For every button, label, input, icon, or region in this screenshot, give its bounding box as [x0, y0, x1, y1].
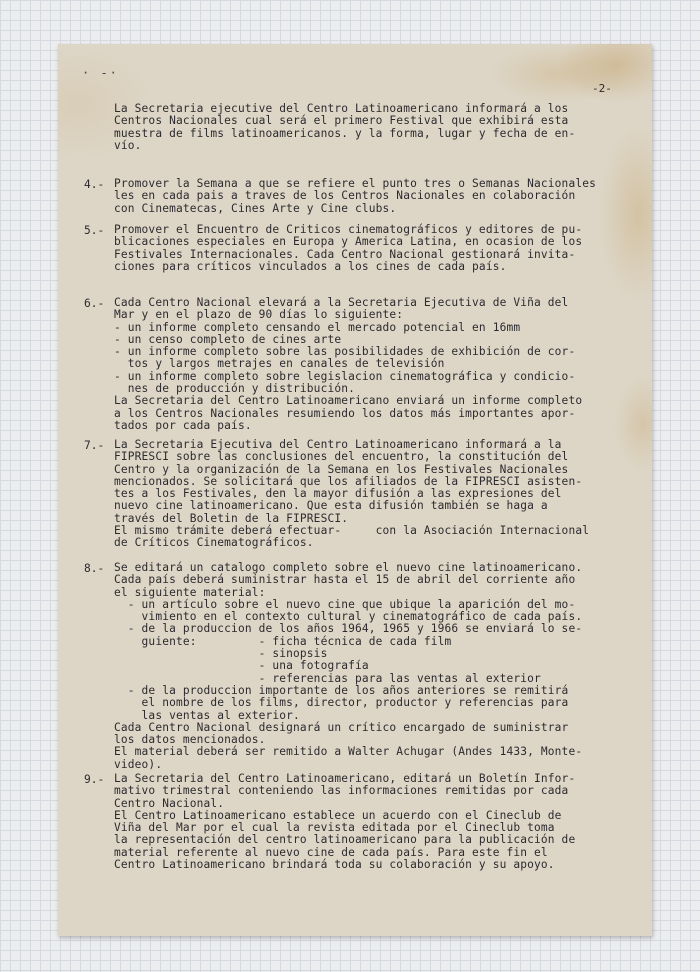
item-line: - un artículo sobre el nuevo cine que ubique la aparición del mo-: [114, 597, 576, 611]
item-line: vimiento en el contexto cultural y cinematográfico de cada país.: [114, 610, 583, 624]
intro-line: La Secretaria ejecutive del Centro Latinoamericano informará a los: [114, 102, 569, 115]
item-line: El Centro Latinoamericano establece un acuerdo con el Cineclub de: [114, 808, 562, 822]
item-line: - un informe completo sobre las posibilidades de exhibición de cor-: [114, 345, 576, 359]
item-line: tos y largos metrajes en canales de televisión: [114, 357, 445, 371]
item-line: nuevo cine latinoamericano. Que esta difusión también se haga a: [114, 499, 548, 513]
item-line: El mismo trámite deberá efectuar- con la Asociación Internacional: [114, 524, 590, 538]
item-line: material referente al nuevo cine de cada país. Para este fin el: [114, 845, 548, 859]
item-line: La Secretaria del Centro Latinoamericano enviará un informe completo: [114, 394, 583, 408]
intro-line: Centros Nacionales cual será el primero Festival que exhibirá esta: [114, 114, 569, 128]
item-line: Centro Nacional.: [114, 796, 225, 810]
item-line: Mar y en el plazo de 90 días lo siguiente:: [114, 308, 404, 322]
item-line: Centro y la organización de la Semana en los Festivales Nacionales: [114, 462, 569, 476]
page-number: -2-: [592, 82, 612, 95]
item-line: Cada país deberá suministrar hasta el 15 de abril del corriente año: [114, 573, 576, 587]
item-line: video).: [114, 757, 163, 771]
item-line: Se editará un catalogo completo sobre el nuevo cine latinoamericano.: [114, 561, 583, 574]
typewritten-page: [58, 44, 652, 936]
item-line: La Secretaria Ejecutiva del Centro Latinoamericano informará a la: [114, 438, 562, 451]
item-line: - referencias para las ventas al exterior: [114, 671, 541, 685]
item-line: - de la produccion importante de los años anteriores se remitirá: [114, 683, 569, 697]
ink-marks: · -·: [82, 66, 119, 80]
item-body: [114, 178, 596, 215]
item-line: - un censo completo de cines arte: [114, 332, 342, 346]
item-line: - sinopsis: [114, 647, 328, 661]
item-number: 9.-: [84, 773, 105, 786]
item-line: el nombre de los films, director, productor y referencias para: [114, 696, 569, 710]
item-line: Centro Latinoamericano brindará toda su colaboración y su apoyo.: [114, 858, 555, 872]
intro-line: vío.: [114, 138, 142, 152]
item-body: [114, 562, 582, 771]
item-line: FIPRESCI sobre las conclusiones del encuentro, la constitución del: [114, 450, 569, 464]
item-line: Promover el Encuentro de Criticos cinematográficos y editores de pu-: [114, 223, 583, 236]
item-line: tes a los Festivales, den la mayor difusión a las expresiones del: [114, 487, 562, 501]
item-number: 5.-: [84, 224, 105, 237]
item-line: Festivales Internacionales. Cada Centro Nacional gestionará invita-: [114, 247, 576, 261]
item-line: mencionados. Se solicitará que los afiliados de la FIPRESCI asisten-: [114, 474, 583, 488]
item-line: Viña del Mar por el cual la revista editada por el Cineclub toma: [114, 821, 555, 835]
item-line: tados por cada país.: [114, 418, 252, 432]
item-line: través del Boletin de la FIPRESCI.: [114, 511, 349, 525]
item-line: Promover la Semana a que se refiere el punto tres o Semanas Nacionales: [114, 177, 596, 190]
item-line: - un informe completo censando el mercado potencial en 16mm: [114, 320, 521, 334]
item-line: Cada Centro Nacional designará un crítico encargado de suministrar: [114, 720, 569, 734]
item-body: [114, 297, 582, 432]
item-number: 7.-: [84, 439, 105, 452]
item-body: [114, 773, 575, 871]
item-line: los datos mencionados.: [114, 733, 266, 747]
item-line: les en cada pais a traves de los Centros Nacionales en colaboración: [114, 189, 576, 203]
intro-line: muestra de films latinoamericanos. y la forma, lugar y fecha de en-: [114, 126, 576, 140]
item-line: de Críticos Cinematográficos.: [114, 536, 314, 550]
item-line: nes de producción y distribución.: [114, 382, 355, 396]
item-line: las ventas al exterior.: [114, 708, 300, 722]
item-line: - una fotografía: [114, 659, 369, 673]
item-number: 4.-: [84, 178, 105, 191]
item-line: la representación del centro latinoamericano para la publicación de: [114, 833, 576, 847]
item-line: con Cinematecas, Cines Arte y Cine clubs.: [114, 201, 397, 215]
item-line: Cada Centro Nacional elevará a la Secretaria Ejecutiva de Viña del: [114, 296, 569, 309]
item-line: blicaciones especiales en Europa y America Latina, en ocasion de los: [114, 235, 583, 249]
item-line: - un informe completo sobre legislacion cinematográfica y condicio-: [114, 369, 576, 383]
item-line: - de la produccion de los años 1964, 1965 y 1966 se enviará lo se-: [114, 622, 583, 636]
item-body: [114, 224, 582, 273]
item-line: ciones para críticos vinculados a los cines de cada país.: [114, 259, 507, 273]
intro-paragraph: [114, 103, 575, 152]
item-line: mativo trimestral conteniendo las informaciones remitidas por cada: [114, 784, 569, 798]
item-line: guiente: - ficha técnica de cada film: [114, 634, 452, 648]
item-line: El material deberá ser remitido a Walter Achugar (Andes 1433, Monte-: [114, 745, 583, 759]
item-line: La Secretaria del Centro Latinoamericano, editará un Boletín Infor-: [114, 772, 576, 785]
item-number: 8.-: [84, 562, 105, 575]
item-line: el siguiente material:: [114, 585, 266, 599]
item-line: a los Centros Nacionales resumiendo los datos más importantes apor-: [114, 406, 576, 420]
item-number: 6.-: [84, 297, 105, 310]
item-body: [114, 439, 589, 550]
